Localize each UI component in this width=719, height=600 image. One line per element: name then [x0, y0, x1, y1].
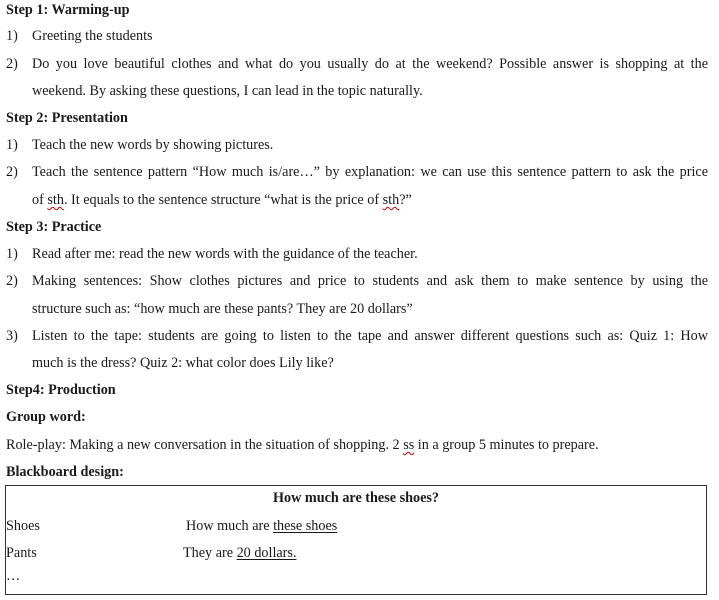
text-segment: of [32, 192, 48, 208]
text-segment: ?” [399, 192, 412, 208]
step3-heading: Step 3: Practice [6, 219, 102, 235]
list-number: 2) [6, 273, 18, 289]
list-text: Read after me: read the new words with the guidance of the teacher. [32, 246, 418, 262]
list-number: 1) [6, 137, 18, 153]
blackboard-heading: Blackboard design: [6, 464, 124, 480]
spellcheck-word: ss [403, 437, 415, 453]
list-number: 2) [6, 164, 18, 180]
list-number: 1) [6, 246, 18, 262]
step1-heading: Step 1: Warming-up [6, 2, 130, 18]
list-text: Do you love beautiful clothes and what do you usually do at the weekend? Possible answer is shopping at the [32, 56, 708, 72]
list-text: Greeting the students [32, 28, 153, 44]
step4-heading: Step4: Production [6, 382, 116, 398]
list-text-continued: structure such as: “how much are these pants? They are 20 dollars” [32, 301, 413, 317]
text-segment: in a group 5 minutes to prepare. [414, 437, 599, 453]
list-text: Listen to the tape: students are going to listen to the tape and answer different questions such as: Quiz 1: How [32, 328, 708, 344]
spellcheck-word: sth [382, 192, 400, 208]
text-segment: They are [183, 545, 237, 561]
step2-heading: Step 2: Presentation [6, 110, 128, 126]
underlined-phrase: these shoes [273, 518, 338, 534]
text-segment: . It equals to the sentence structure “what is the price of [63, 192, 383, 208]
spellcheck-word: sth [47, 192, 64, 208]
list-number: 3) [6, 328, 18, 344]
blackboard-word: Pants [6, 545, 37, 561]
blackboard-box [5, 485, 707, 595]
blackboard-ellipsis: … [6, 568, 21, 584]
blackboard-word: Shoes [6, 518, 40, 534]
list-text: Teach the new words by showing pictures. [32, 137, 274, 153]
list-text-continued: weekend. By asking these questions, I can lead in the topic naturally. [32, 83, 423, 99]
underlined-phrase: 20 dollars. [236, 545, 297, 561]
blackboard-title: How much are these shoes? [272, 490, 440, 506]
roleplay-text [6, 436, 599, 454]
text-segment: Role-play: Making a new conversation in the situation of shopping. 2 [6, 437, 404, 453]
list-number: 1) [6, 28, 18, 44]
text-segment: How much are [186, 518, 274, 534]
blackboard-sentence [186, 518, 337, 535]
list-text: Teach the sentence pattern “How much is/are…” by explanation: we can use this sentence pattern to ask the price [32, 164, 708, 180]
blackboard-sentence [183, 545, 296, 562]
list-text-continued [32, 191, 412, 209]
list-number: 2) [6, 56, 18, 72]
list-text: Making sentences: Show clothes pictures and price to students and ask them to make sentence by using the [32, 273, 708, 289]
group-word-heading: Group word: [6, 409, 86, 425]
list-text-continued: much is the dress? Quiz 2: what color does Lily like? [32, 355, 334, 371]
